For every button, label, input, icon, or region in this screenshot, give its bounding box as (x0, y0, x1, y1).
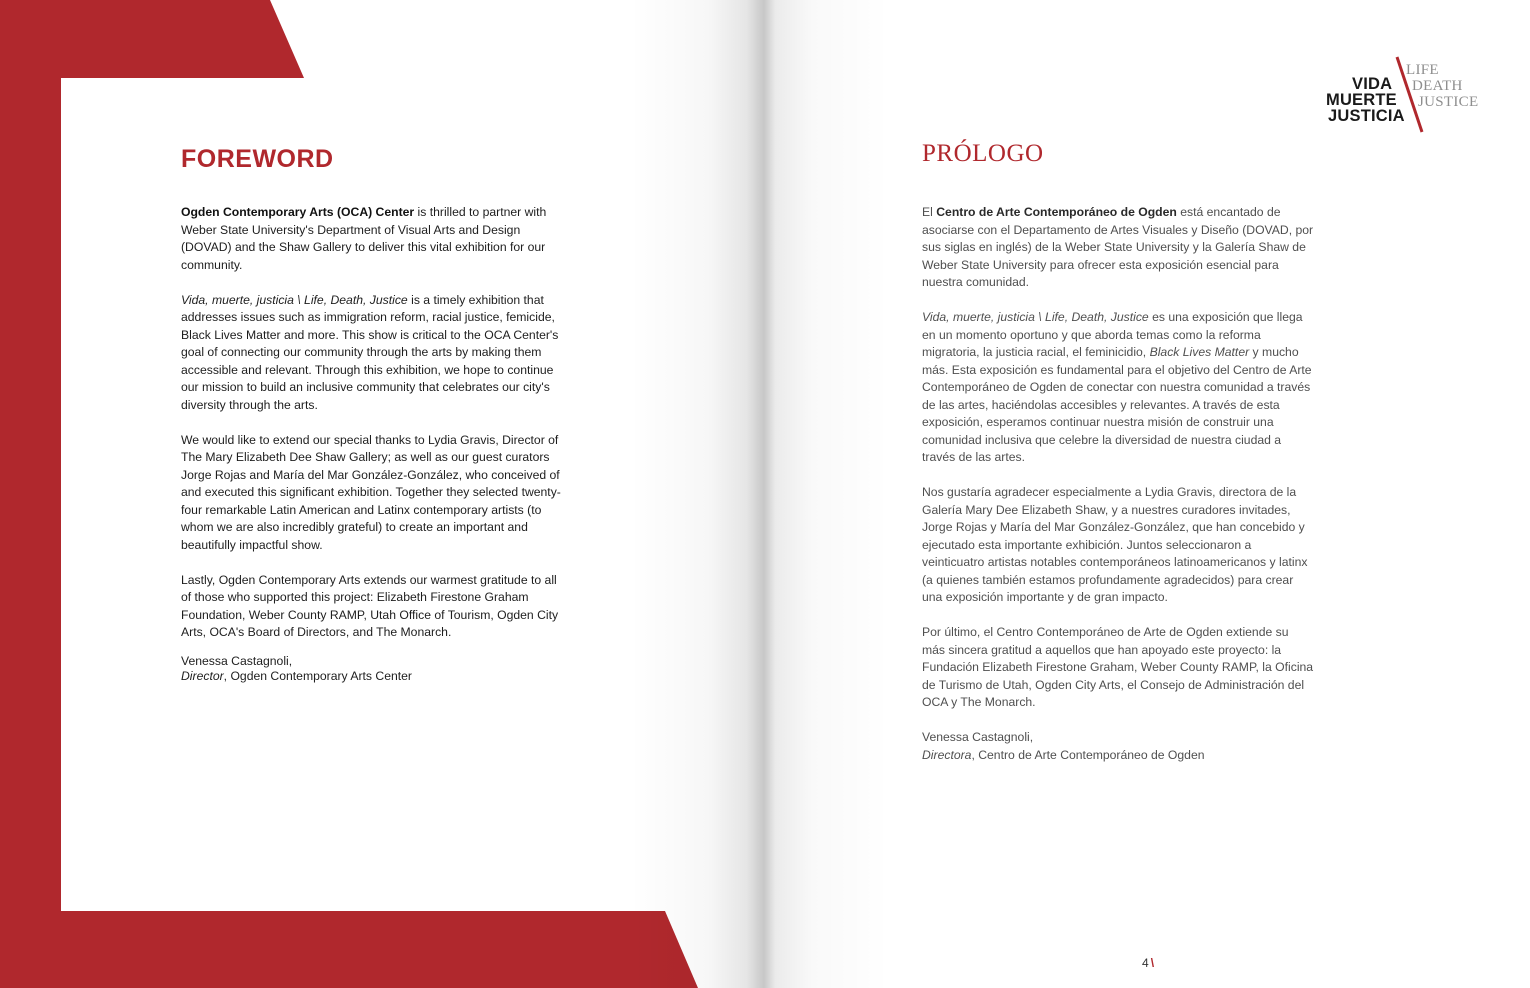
prologo-paragraph-2: Vida, muerte, justicia \ Life, Death, Justice es una exposición que llega en un momento oportuno y que aborda temas como la reforma migratoria, la justicia racial, el feminicidio, Black Lives Matter y mucho más. Esta exposición es fundamental para el objetivo del Centro de Arte Contemporáneo de Ogden de conectar con nuestra comunidad a través de las artes, haciéndolas accesibles y relevantes. A través de esta exposición, esperamos continuar nuestra misión de construir una comunidad inclusiva que celebre la diversidad de nuestra ciudad a través de las artes. (922, 310, 1312, 464)
signature-role: Director, Ogden Contemporary Arts Center (181, 669, 412, 683)
signature-name: Venessa Castagnoli, (181, 653, 293, 668)
foreword-paragraph-2: Vida, muerte, justicia \ Life, Death, Justice is a timely exhibition that addresses issues such as immigration reform, racial justice, femicide, Black Lives Matter and more. This show is critical to the OCA Center's goal of connecting our community through the arts by making them accessible and relevant. Through this exhibition, we hope to continue our mission to build an inclusive community that celebrates our city's diversity through the arts. (181, 292, 559, 412)
ocac-name: Centro de Arte Contemporáneo de Ogden (936, 205, 1177, 219)
logo-word-justice: JUSTICE (1418, 94, 1479, 110)
signature (181, 654, 566, 685)
exhibition-title: Vida, muerte, justicia \ Life, Death, Justice (181, 292, 408, 307)
prologo-body (922, 204, 1314, 764)
signature-role-es: Directora, Centro de Arte Contemporáneo de Ogden (922, 747, 1205, 762)
foreword-title: FOREWORD (181, 145, 334, 173)
logo-word-life: LIFE (1406, 62, 1439, 78)
oca-name: Ogden Contemporary Arts (OCA) Center (181, 205, 415, 219)
exhibition-logo (1322, 56, 1492, 134)
foreword-paragraph-4: Lastly, Ogden Contemporary Arts extends our warmest gratitude to all of those who supported this project: Elizabeth Firestone Graham Foundation, Weber County RAMP, Utah Office of Tourism, Ogden City Arts, OCA's Board of Directors, and The Monarch. (181, 572, 559, 639)
prologo-title: PRÓLOGO (922, 140, 1044, 167)
logo-word-muerte: MUERTE (1326, 91, 1397, 109)
signature-name-es: Venessa Castagnoli, (922, 730, 1034, 744)
logo-word-vida: VIDA (1352, 75, 1393, 93)
red-bottom-shape (0, 911, 698, 988)
page-number: 4 \ (1142, 956, 1155, 970)
prologo-paragraph-4: Por último, el Centro Contemporáneo de Arte de Ogden extiende su más sincera gratitud a aquellos que han apoyado este proyecto: la Fundación Elizabeth Firestone Graham, Weber County RAMP, la Oficina de Turismo de Utah, Ogden City Arts, el Consejo de Administración del OCA y The Monarch. (922, 625, 1314, 709)
logo-word-death: DEATH (1412, 78, 1463, 94)
foreword-body (181, 204, 566, 685)
foreword-paragraph-1: Ogden Contemporary Arts (OCA) Center is thrilled to partner with Weber State University's Department of Visual Arts and Design (DOVAD) and the Shaw Gallery to deliver this vital exhibition for our community. (181, 205, 547, 272)
signature-es (922, 729, 1314, 764)
foreword-paragraph-3: We would like to extend our special thanks to Lydia Gravis, Director of The Mary Elizabeth Dee Shaw Gallery; as well as our guest curators Jorge Rojas and María del Mar González-González, who conceived of and executed this significant exhibition. Together they selected twenty-four remarkable Latin American and Latinx contemporary artists (to whom we are also incredibly grateful) to create an important and beautifully impactful show. (181, 432, 561, 552)
logo-word-justicia: JUSTICIA (1328, 107, 1405, 125)
prologo-paragraph-1: El Centro de Arte Contemporáneo de Ogden está encantado de asociarse con el Departamento de Artes Visuales y Diseño (DOVAD, por sus siglas en inglés) de la Weber State University y la Galería Shaw de Weber State University para ofrecer esta exposición esencial para nuestra comunidad. (922, 205, 1314, 289)
prologo-paragraph-3: Nos gustaría agradecer especialmente a Lydia Gravis, directora de la Galería Mary Dee Elizabeth Shaw, y a nuestres curadores invitades, Jorge Rojas y María del Mar González-González, que han concebido y ejecutado esta importante exhibición. Juntos seleccionaron a veinticuatro artistas notables contemporáneos latinoamericanos y latinx (a quienes también estamos profundamente agradecidos) para crear una exposición importante y de gran impacto. (922, 485, 1308, 604)
page-number-slash: \ (1150, 956, 1155, 970)
